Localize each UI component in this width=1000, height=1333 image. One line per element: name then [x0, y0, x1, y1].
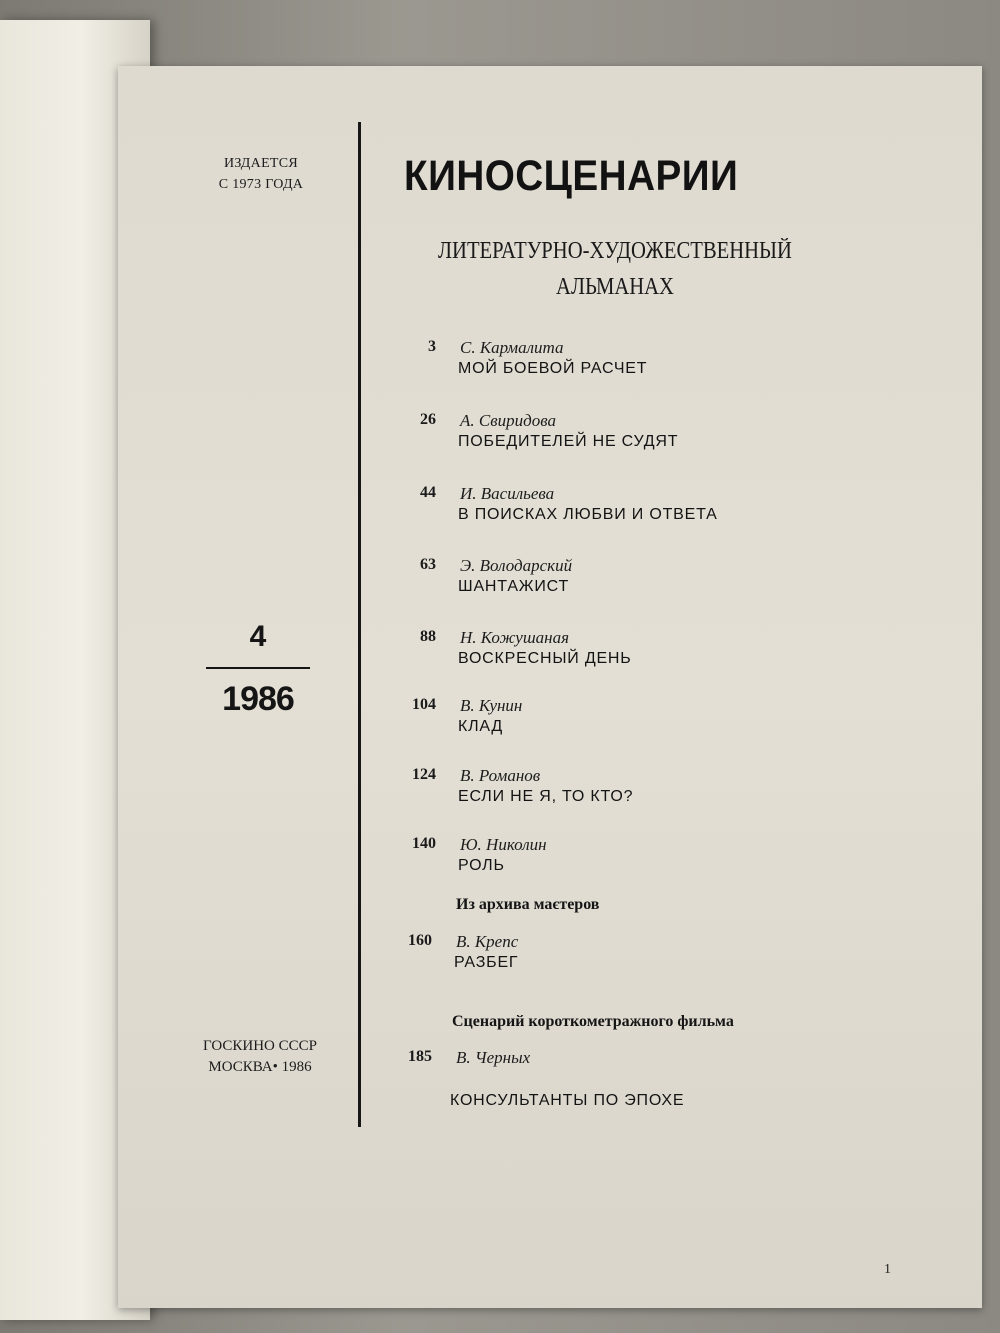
- toc-author: В. Романов: [460, 766, 541, 785]
- subtitle-line-2: АЛЬМАНАХ: [556, 274, 674, 300]
- toc-author: В. Крепс: [456, 932, 519, 951]
- publisher-line-1: ГОСКИНО СССР: [203, 1038, 317, 1054]
- toc-author: Ю. Николин: [460, 835, 547, 854]
- since-line-1: ИЗДАЕТСЯ: [223, 156, 299, 171]
- toc-page-number: 124: [412, 766, 436, 783]
- toc-title: ПОБЕДИТЕЛЕЙ НЕ СУДЯТ: [458, 433, 679, 450]
- toc-title: КЛАД: [458, 718, 504, 735]
- short-film-section-heading: Сценарий короткометражного фильма: [452, 1013, 734, 1030]
- toc-page-number: 26: [420, 411, 436, 428]
- publisher-line-2: МОСКВА• 1986: [208, 1059, 312, 1075]
- since-line-2: С 1973 ГОДА: [218, 177, 304, 192]
- toc-page-number: 88: [420, 628, 436, 645]
- toc-page-number: 185: [408, 1048, 432, 1065]
- toc-author: А. Свиридова: [460, 411, 556, 430]
- page-folio: 1: [884, 1262, 891, 1277]
- toc-author: И. Васильева: [460, 484, 555, 503]
- almanac-subtitle: [430, 233, 800, 305]
- toc-page-number: 3: [428, 338, 436, 355]
- issue-number: 4: [249, 620, 267, 653]
- toc-title: РАЗБЕГ: [454, 954, 519, 971]
- toc-title: ВОСКРЕСНЫЙ ДЕНЬ: [458, 650, 632, 667]
- toc-page-number: 160: [408, 932, 432, 949]
- toc-title: РОЛЬ: [458, 857, 505, 874]
- archive-section-heading: Из архива маєтеров: [456, 896, 600, 913]
- toc-author: В. Черных: [456, 1048, 531, 1067]
- issue-divider: [206, 667, 310, 669]
- toc-page-number: 44: [420, 484, 436, 501]
- almanac-title: КИНОСЦЕНАРИИ: [404, 152, 739, 200]
- toc-title: КОНСУЛЬТАНТЫ ПО ЭПОХЕ: [450, 1092, 685, 1109]
- publisher-imprint: [180, 1036, 340, 1078]
- toc-author: С. Кармалита: [460, 338, 564, 357]
- toc-author: Э. Володарский: [460, 556, 573, 575]
- toc-title: МОЙ БОЕВОЙ РАСЧЕТ: [458, 360, 648, 377]
- toc-page-number: 104: [412, 696, 436, 713]
- subtitle-line-1: ЛИТЕРАТУРНО-ХУДОЖЕСТВЕННЫЙ: [438, 238, 792, 264]
- issue-year: 1986: [222, 680, 294, 718]
- publication-since: [196, 153, 326, 195]
- toc-page-number: 140: [412, 835, 436, 852]
- toc-author: В. Кунин: [460, 696, 523, 715]
- toc-title: В ПОИСКАХ ЛЮБВИ И ОТВЕТА: [458, 506, 718, 523]
- toc-title: ШАНТАЖИСТ: [458, 578, 570, 595]
- toc-title: ЕСЛИ НЕ Я, ТО КТО?: [458, 788, 634, 805]
- vertical-divider: [358, 122, 361, 1127]
- toc-page-number: 63: [420, 556, 436, 573]
- toc-author: Н. Кожушаная: [460, 628, 570, 647]
